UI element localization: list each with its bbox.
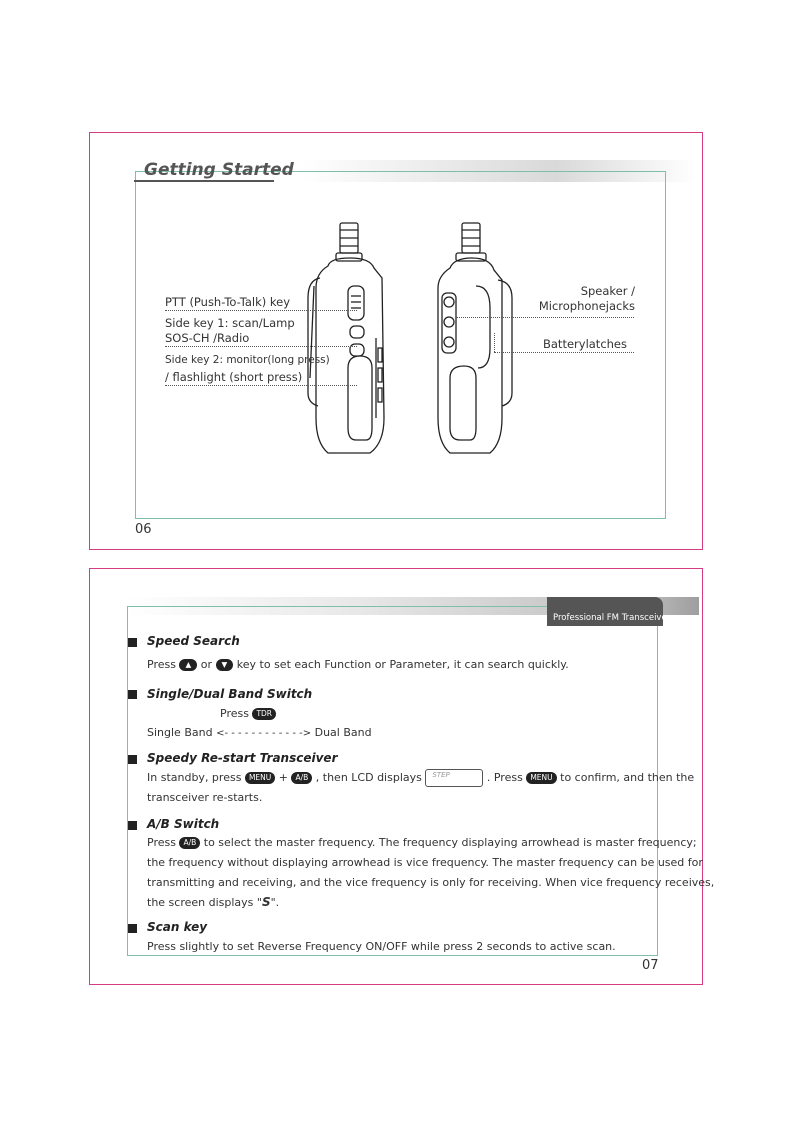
- header-tab-label: Professional FM Transceiver: [553, 613, 671, 623]
- menu-key-icon: MENU: [245, 772, 275, 784]
- band-switch-toggle: Single Band <- - - - - - - - - - - -> Dual Band: [147, 726, 372, 739]
- tdr-key-icon: TDR: [252, 708, 276, 720]
- section-title-ab-switch: A/B Switch: [147, 817, 220, 831]
- callout-mic-jacks: Microphonejacks: [538, 299, 635, 313]
- leader-battery: [494, 352, 634, 353]
- radio-right-side: [438, 223, 512, 453]
- speed-search-text: Press ▲ or ▼ key to set each Function or Parameter, it can search quickly.: [147, 658, 569, 671]
- section-bullet: [128, 821, 137, 830]
- ab-key-icon: A/B: [179, 837, 200, 849]
- section-bullet: [128, 924, 137, 933]
- page-title: Getting Started: [144, 160, 294, 180]
- page-06: [89, 132, 703, 550]
- callout-side-key-2: Side key 2: monitor(long press): [165, 354, 330, 366]
- section-title-speed-search: Speed Search: [147, 634, 240, 648]
- page-number: 06: [135, 522, 152, 537]
- section-bullet: [128, 690, 137, 699]
- ab-switch-line3: transmitting and receiving, and the vice frequency is only for receiving. When vice frequency receives,: [147, 876, 715, 889]
- ab-switch-line1: Press A/B to select the master frequency. The frequency displaying arrowhead is master frequency;: [147, 836, 697, 849]
- section-title-scan-key: Scan key: [147, 920, 208, 934]
- band-arrow-icon: <- - - - - - - - - - - ->: [216, 728, 312, 739]
- section-title-restart: Speedy Re-start Transceiver: [147, 751, 338, 765]
- title-underline: [134, 180, 274, 182]
- leader-side-key-1: [165, 346, 357, 347]
- ab-key-icon: A/B: [291, 772, 312, 784]
- callout-side-key-1: Side key 1: scan/Lamp: [165, 316, 295, 330]
- section-title-band-switch: Single/Dual Band Switch: [147, 687, 313, 701]
- menu-key-icon: MENU: [526, 772, 556, 784]
- leader-battery-vertical: [494, 333, 495, 352]
- page-07: [89, 568, 715, 985]
- callout-battery-latches: Batterylatches: [543, 337, 627, 351]
- down-key-icon: ▼: [216, 659, 234, 671]
- section-bullet: [128, 755, 137, 764]
- callout-sos-radio: SOS-CH /Radio: [165, 331, 250, 345]
- up-key-icon: ▲: [179, 659, 197, 671]
- callout-ptt-key: PTT (Push-To-Talk) key: [165, 295, 291, 309]
- ab-switch-line2: the frequency without displaying arrowhead is vice frequency. The master frequency can be used for: [147, 856, 703, 869]
- leader-speaker: [456, 317, 634, 318]
- callout-speaker: Speaker /: [580, 284, 635, 298]
- radio-left-side: [308, 223, 384, 453]
- ab-switch-line4: the screen displays "S".: [147, 895, 280, 909]
- leader-ptt: [165, 310, 357, 311]
- restart-text-line2: transceiver re-starts.: [147, 791, 263, 804]
- leader-side-key-2: [165, 385, 357, 386]
- band-switch-press: Press TDR: [220, 707, 276, 720]
- section-bullet: [128, 638, 137, 647]
- callout-flashlight: / flashlight (short press): [165, 370, 303, 384]
- lcd-display: STEP: [425, 769, 483, 787]
- scan-key-text: Press slightly to set Reverse Frequency ON/OFF while press 2 seconds to active scan.: [147, 940, 616, 953]
- restart-text-line1: In standby, press MENU + A/B , then LCD displays STEP . Press MENU to confirm, and then the: [147, 769, 694, 787]
- page-number: 07: [642, 958, 659, 973]
